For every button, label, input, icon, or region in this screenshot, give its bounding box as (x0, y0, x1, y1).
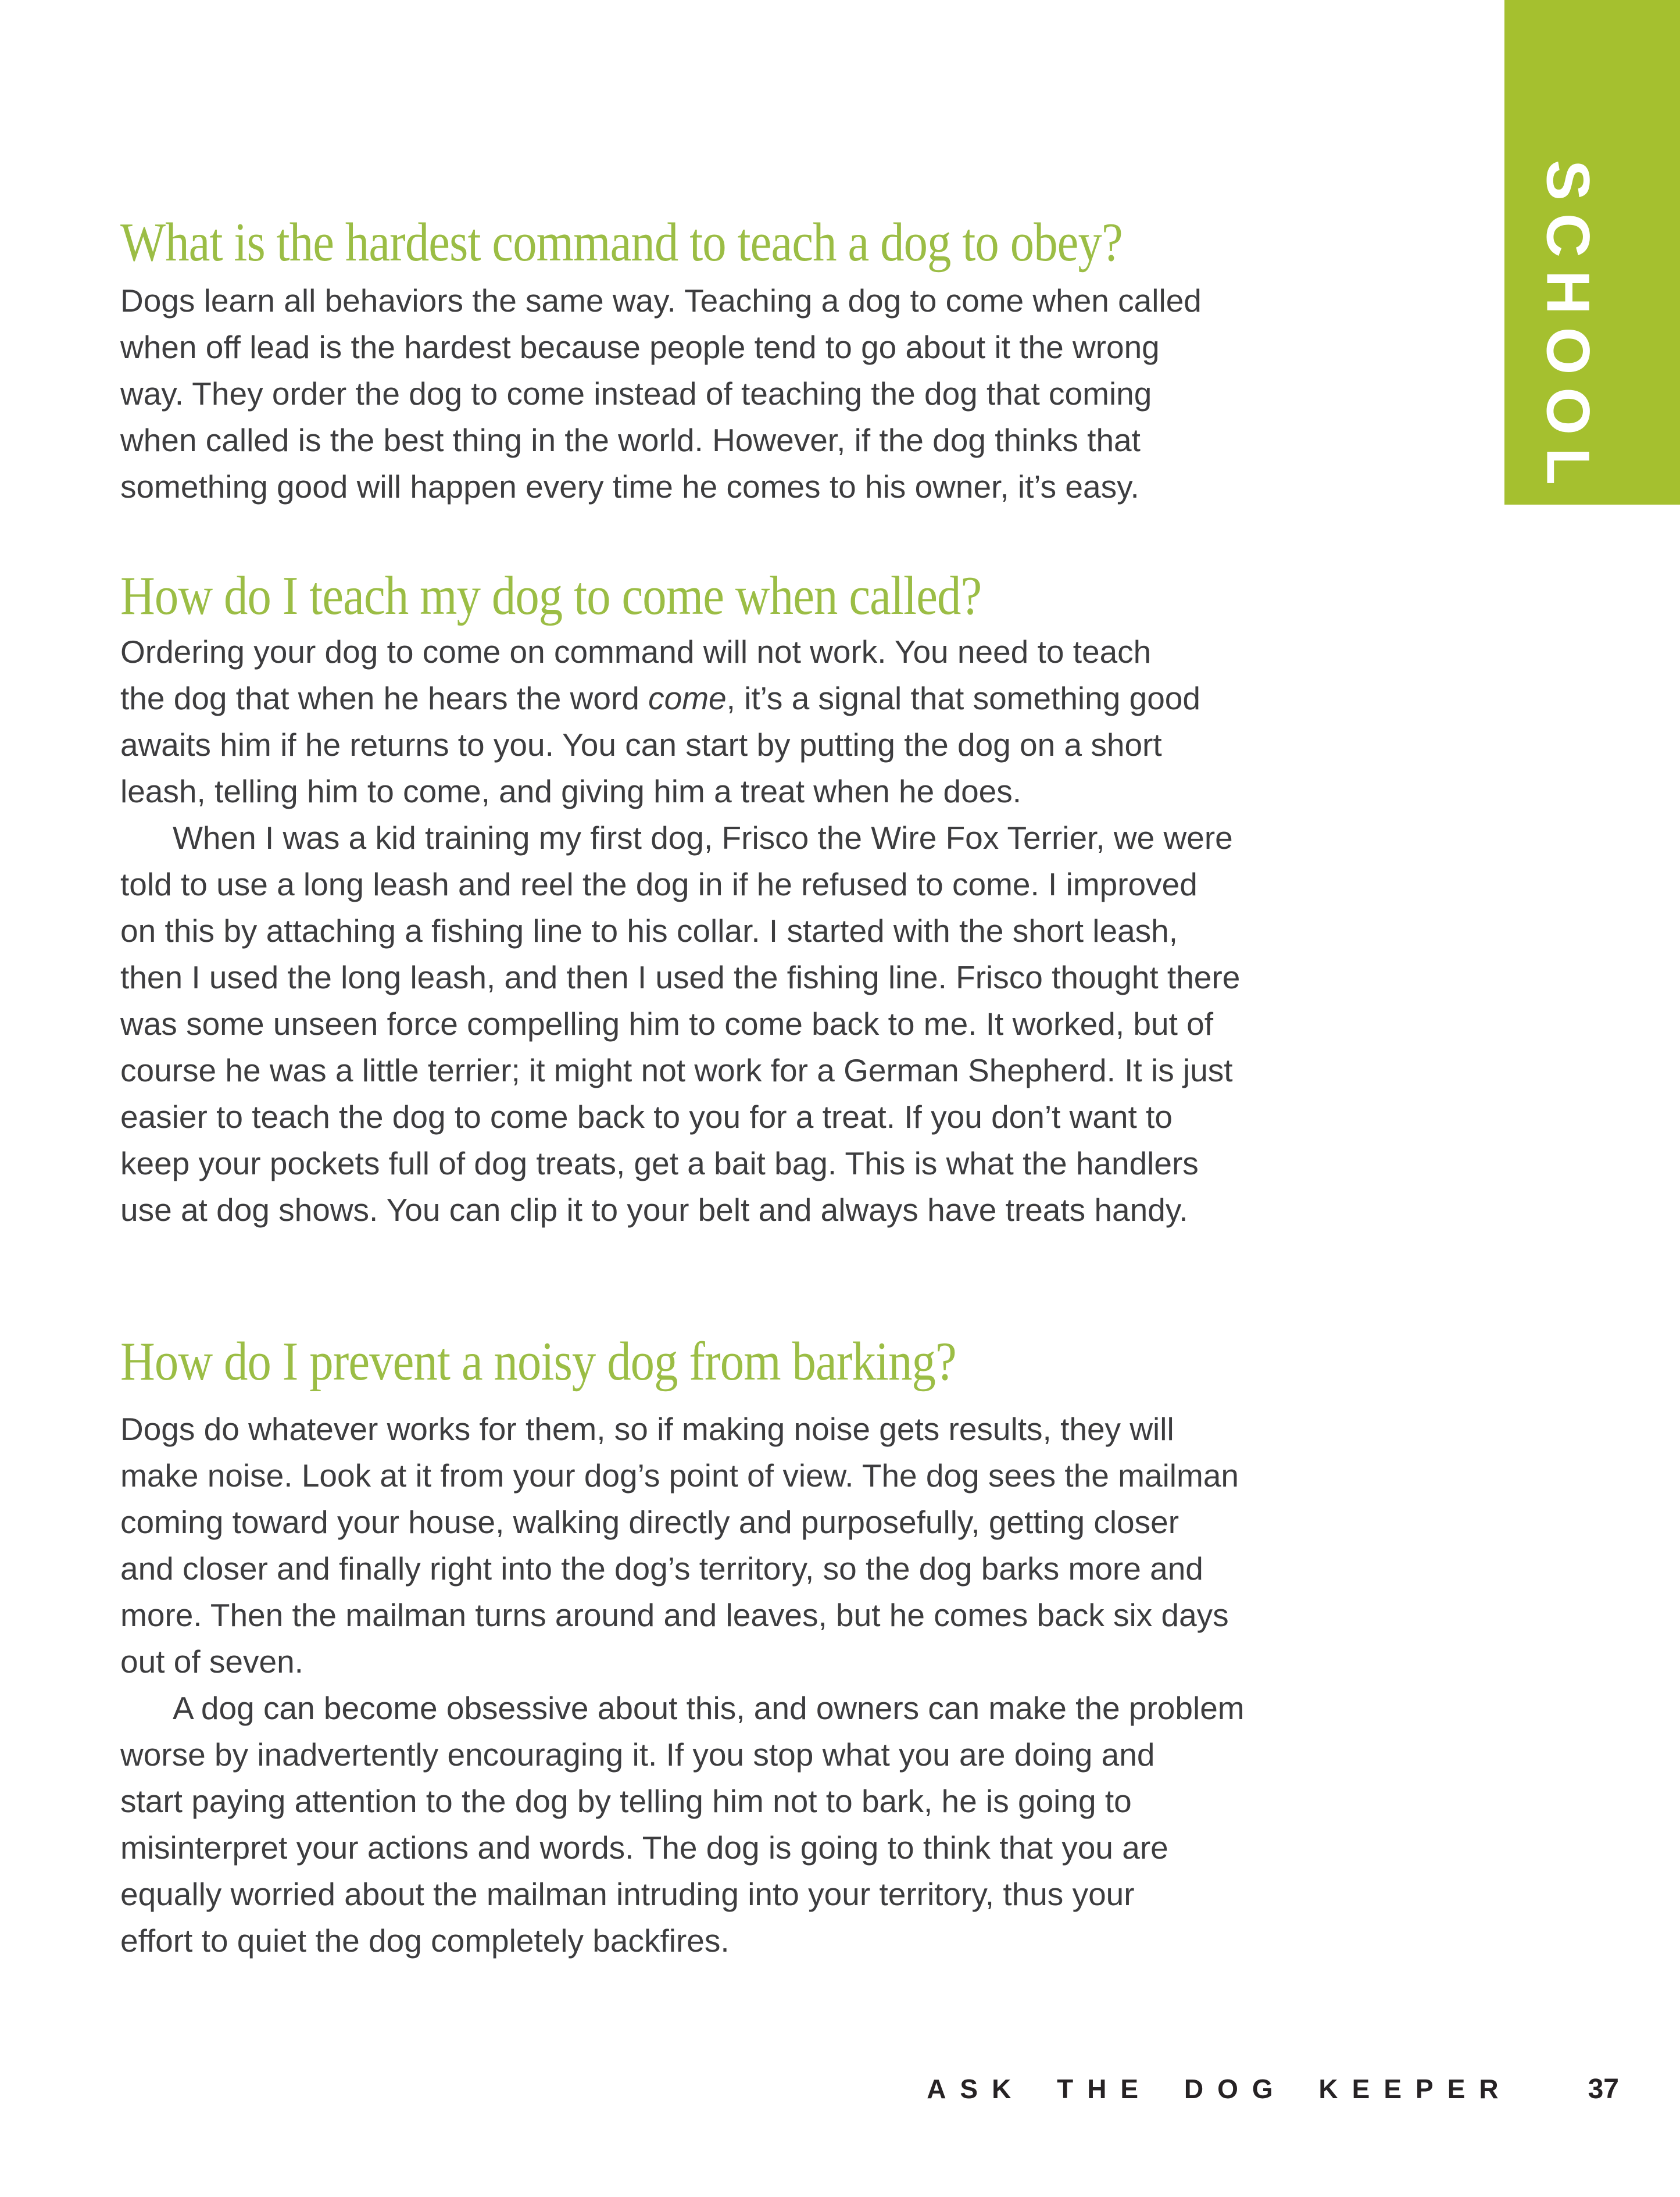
answer-body (120, 628, 1486, 1233)
paragraph: Ordering your dog to come on command will not work. You need to teach the dog that when he hears the word come, it’s a signal that something good awaits him if he returns to you. You can start by putting the dog on a short leash, telling him to come, and giving him a treat when he does. (120, 634, 1200, 809)
answer-body (120, 1406, 1486, 1964)
paragraph: When I was a kid training my first dog, Frisco the Wire Fox Terrier, we were told to use a long leash and reel the dog in if he refused to come. I improved on this by attaching a fishing line to his collar. I started with the short leash, then I used the long leash, and then I used the fishing line. Frisco thought there was some unseen force compelling him to come back to me. It worked, but of course he was a little terrier; it might not work for a German Shepherd. It is just easier to teach the dog to come back to you for a treat. If you don’t want to keep your pockets full of dog treats, get a bait bag. This is what the handlers use at dog shows. You can clip it to your belt and always have treats handy. (120, 820, 1241, 1228)
question-heading: What is the hardest command to teach a dog to obey? (120, 212, 1123, 273)
paragraph: Dogs do whatever works for them, so if making noise gets results, they will make noise. Look at it from your dog’s point of view. The dog sees the mailman coming toward your house, walking directly and purposefully, getting closer and closer and finally right into the dog’s territory, so the dog barks more and more. Then the mailman turns around and leaves, but he comes back six days out of seven. (120, 1411, 1239, 1680)
answer-body (120, 277, 1486, 510)
page-footer (927, 2073, 1619, 2105)
running-title: ASK THE DOG KEEPER (927, 2074, 1513, 2104)
chapter-tab-label: SCHOOL (1534, 159, 1602, 498)
paragraph: A dog can become obsessive about this, and owners can make the problem worse by inadvertently encouraging it. If you stop what you are doing and start paying attention to the dog by telling him not to bark, he is going to misinterpret your actions and words. The dog is going to think that you are equally worried about the mailman intruding into your territory, thus your effort to quiet the dog completely backfires. (120, 1690, 1245, 1959)
paragraph: Dogs learn all behaviors the same way. Teaching a dog to come when called when off lead is the hardest because people tend to go about it the wrong way. They order the dog to come instead of teaching the dog that coming when called is the best thing in the world. However, if the dog thinks that something good will happen every time he comes to his owner, it’s easy. (120, 283, 1202, 505)
page-number: 37 (1588, 2074, 1619, 2105)
chapter-side-tab (1504, 0, 1680, 505)
question-heading: How do I prevent a noisy dog from barking? (120, 1331, 956, 1392)
question-heading: How do I teach my dog to come when called? (120, 566, 982, 626)
